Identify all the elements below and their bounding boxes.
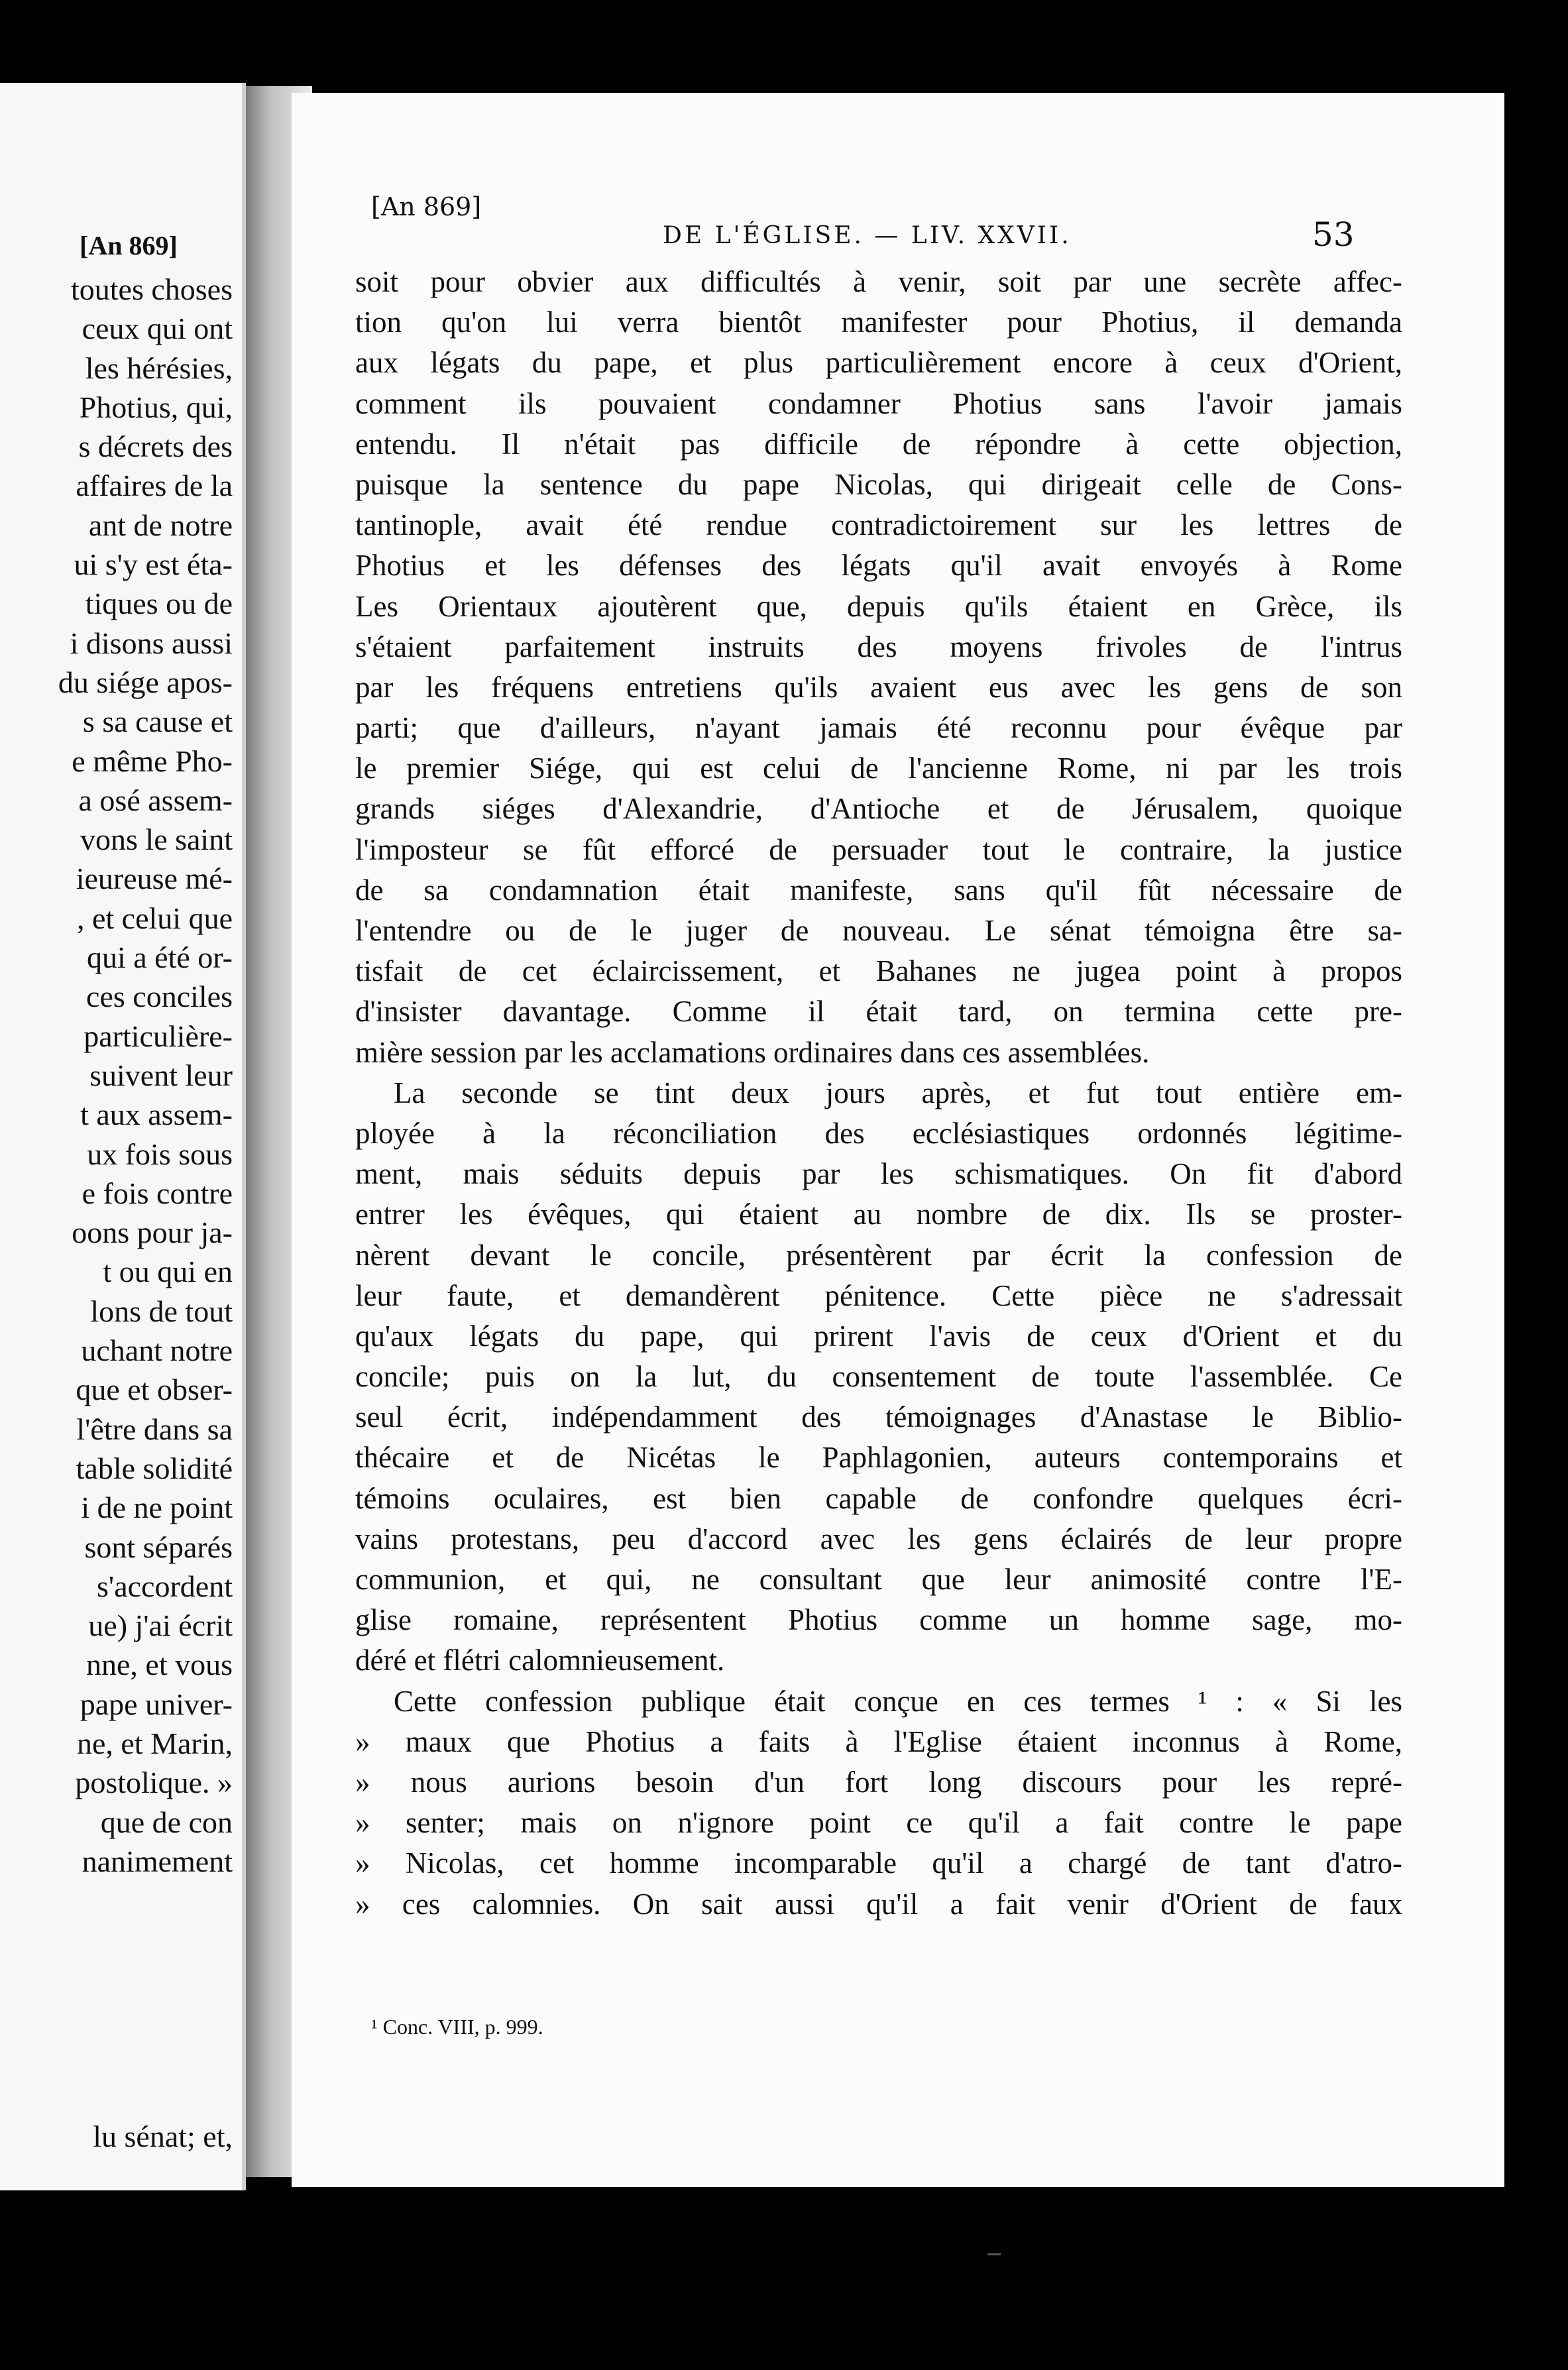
left-page-line: ant de notre	[88, 508, 233, 542]
left-page-line: i disons aussi	[70, 626, 233, 660]
text-line: seul écrit, indépendamment des témoignages d'Anastase le Biblio-	[355, 1400, 1402, 1434]
text-line: Les Orientaux ajoutèrent que, depuis qu'ils étaient en Grèce, ils	[355, 589, 1402, 623]
text-line: puisque la sentence du pape Nicolas, qui dirigeait celle de Cons-	[355, 467, 1402, 501]
text-line: par les fréquens entretiens qu'ils avaient eus avec les gens de son	[355, 670, 1402, 704]
right-page	[292, 93, 1504, 2187]
text-line: » nous aurions besoin d'un fort long discours pour les repré-	[355, 1765, 1402, 1799]
left-page-line: qui a été or-	[86, 940, 233, 975]
left-page-line: sont séparés	[84, 1530, 233, 1564]
left-page-line: les hérésies,	[85, 351, 233, 385]
text-line: aux légats du pape, et plus particulièrement encore à ceux d'Orient,	[355, 346, 1402, 380]
left-page-line: que de con	[100, 1805, 233, 1839]
text-line: glise romaine, représentent Photius comme un homme sage, mo-	[355, 1603, 1402, 1637]
text-line: ment, mais séduits depuis par les schismatiques. On fit d'abord	[355, 1157, 1402, 1191]
text-line: l'entendre ou de le juger de nouveau. Le sénat témoigna être sa-	[355, 914, 1402, 947]
left-page-line: lons de tout	[90, 1294, 233, 1328]
left-page-line: e fois contre	[82, 1176, 233, 1210]
text-line: » maux que Photius a faits à l'Eglise étaient inconnus à Rome,	[355, 1724, 1402, 1758]
left-page-line: nne, et vous	[85, 1648, 233, 1682]
left-page-line: s décrets des	[78, 429, 233, 464]
left-page-fragment	[0, 83, 246, 2190]
text-line: » ces calomnies. On sait aussi qu'il a fait venir d'Orient de faux	[355, 1887, 1402, 1921]
text-line: comment ils pouvaient condamner Photius sans l'avoir jamais	[355, 386, 1402, 420]
left-page-line: pape univer-	[80, 1687, 233, 1721]
left-page-line: uchant notre	[81, 1333, 233, 1368]
text-line: tantinople, avait été rendue contradictoirement sur les lettres de	[355, 508, 1402, 542]
left-page-header: [An 869]	[80, 231, 178, 260]
left-page-line: ceux qui ont	[82, 311, 233, 346]
left-page-line: ces conciles	[86, 980, 233, 1014]
left-page-line: ieureuse mé-	[76, 862, 233, 896]
left-page-line: oons pour ja-	[72, 1215, 233, 1250]
left-page-line: nanimement	[82, 1844, 233, 1878]
left-page-line: toutes choses	[70, 272, 233, 306]
text-line: La seconde se tint deux jours après, et fut tout entière em-	[394, 1076, 1402, 1109]
text-line: s'étaient parfaitement instruits des moyens frivoles de l'intrus	[355, 630, 1402, 663]
left-page-line: table solidité	[76, 1451, 233, 1485]
left-page-line: vons le saint	[80, 822, 233, 857]
left-page-line: postolique. »	[75, 1766, 233, 1800]
text-line: d'insister davantage. Comme il était tard, on termina cette pre-	[355, 995, 1402, 1029]
left-page-line: ue) j'ai écrit	[88, 1608, 233, 1643]
text-line: vains protestans, peu d'accord avec les gens éclairés de leur propre	[355, 1522, 1402, 1555]
left-page-line: e même Pho-	[72, 744, 233, 778]
running-head-year: [An 869]	[371, 192, 482, 221]
left-page-line: ne, et Marin,	[76, 1726, 233, 1760]
left-page-line: i de ne point	[81, 1491, 233, 1525]
text-line: le premier Siége, qui est celui de l'ancienne Rome, ni par les trois	[355, 752, 1402, 785]
text-line: Cette confession publique était conçue en ces termes ¹ : « Si les	[394, 1684, 1402, 1718]
text-line: tion qu'on lui verra bientôt manifester pour Photius, il demanda	[355, 306, 1402, 339]
left-page-line: , et celui que	[76, 901, 233, 935]
text-line: communion, et qui, ne consultant que leur animosité contre l'E-	[355, 1563, 1402, 1596]
text-line: entendu. Il n'était pas difficile de répondre à cette objection,	[355, 427, 1402, 461]
text-line: qu'aux légats du pape, qui prirent l'avis de ceux d'Orient et du	[355, 1319, 1402, 1353]
text-line: entrer les évêques, qui étaient au nombre de dix. Ils se proster-	[355, 1198, 1402, 1231]
left-page-line: affaires de la	[76, 469, 233, 503]
left-page-line: l'être dans sa	[76, 1412, 233, 1446]
left-page-line: ui s'y est éta-	[74, 547, 233, 582]
text-line: ployée à la réconciliation des ecclésiastiques ordonnés légitime-	[355, 1116, 1402, 1150]
text-line: leur faute, et demandèrent pénitence. Cette pièce ne s'adressait	[355, 1278, 1402, 1312]
text-line: de sa condamnation était manifeste, sans qu'il fût nécessaire de	[355, 873, 1402, 907]
left-page-line: t ou qui en	[103, 1255, 233, 1289]
text-line: témoins oculaires, est bien capable de confondre quelques écri-	[355, 1481, 1402, 1515]
left-page-line: suivent leur	[89, 1058, 233, 1092]
left-page-line: a osé assem-	[78, 783, 233, 817]
left-page-line: s'accordent	[97, 1569, 233, 1603]
text-line: l'imposteur se fût efforcé de persuader tout le contraire, la justice	[355, 832, 1402, 866]
text-line: Photius et les défenses des légats qu'il avait envoyés à Rome	[355, 549, 1402, 583]
text-line: mière session par les acclamations ordinaires dans ces assemblées.	[355, 1035, 1150, 1069]
text-line: concile; puis on la lut, du consentement de toute l'assemblée. Ce	[355, 1360, 1402, 1394]
body-text	[355, 262, 1402, 1925]
text-line: » senter; mais on n'ignore point ce qu'il a fait contre le pape	[355, 1806, 1402, 1840]
left-page-line: ux fois sous	[87, 1137, 233, 1171]
left-page-line: t aux assem-	[80, 1098, 233, 1132]
left-page-line: s sa cause et	[82, 705, 233, 739]
text-line: nèrent devant le concile, présentèrent par écrit la confession de	[355, 1238, 1402, 1272]
scan-mark	[987, 2253, 1001, 2255]
text-line: déré et flétri calomnieusement.	[355, 1644, 725, 1677]
left-page-text	[0, 270, 233, 1881]
left-page-line: tiques ou de	[85, 587, 233, 621]
text-line: thécaire et de Nicétas le Paphlagonien, auteurs contemporains et	[355, 1441, 1402, 1475]
text-line: grands siéges d'Alexandrie, d'Antioche et de Jérusalem, quoique	[355, 792, 1402, 826]
left-page-line: Photius, qui,	[79, 390, 233, 424]
text-line: soit pour obvier aux difficultés à venir, soit par une secrète affec-	[355, 265, 1402, 298]
text-line: » Nicolas, cet homme incomparable qu'il a chargé de tant d'atro-	[355, 1846, 1402, 1880]
left-page-line: du siége apos-	[58, 665, 233, 699]
left-page-last-line: lu sénat; et,	[93, 2119, 233, 2153]
text-line: tisfait de cet éclaircissement, et Bahanes ne jugea point à propos	[355, 954, 1402, 988]
text-line: parti; que d'ailleurs, n'ayant jamais été reconnu pour évêque par	[355, 711, 1402, 745]
footnote: ¹ Conc. VIII, p. 999.	[371, 2015, 543, 2039]
left-page-line: particulière-	[84, 1019, 233, 1053]
running-head-title: DE L'ÉGLISE. — LIV. XXVII.	[663, 222, 1072, 249]
page-number: 53	[1312, 215, 1355, 254]
left-page-line: que et obser-	[76, 1373, 233, 1407]
